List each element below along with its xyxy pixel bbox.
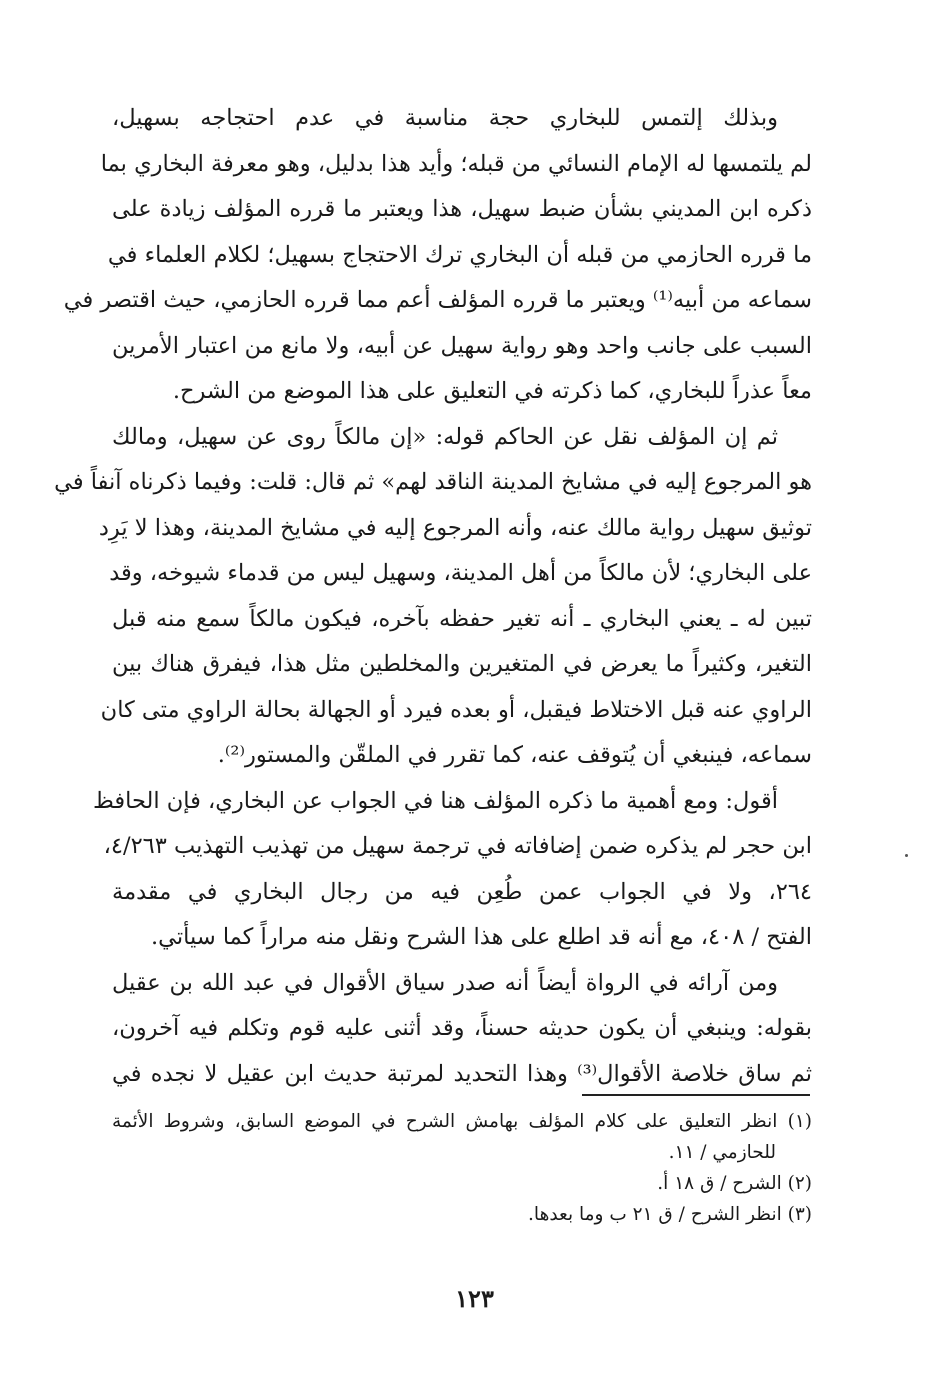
- footnote-divider: [582, 1094, 810, 1096]
- text-line: ذكره ابن المديني بشأن ضبط سهيل، هذا ويعتبر ما قرره المؤلف زيادة على: [112, 196, 812, 222]
- text-line: توثيق سهيل رواية مالك عنه، وأنه المرجوع إليه في مشايخ المدينة، وهذا لا يَرِد: [98, 514, 812, 541]
- text-line: بقوله: وينبغي أن يكون حديثه حسناً، وقد أثنى عليه قوم وتكلم فيه آخرون،: [112, 1015, 812, 1041]
- footnote-line: (٣) انظر الشرح / ق ٢١ ب وما بعدها.: [528, 1204, 812, 1225]
- text-line: ثم إن المؤلف نقل عن الحاكم قوله: «إن مالكاً روى عن سهيل، ومالك: [112, 423, 778, 450]
- text-line: ابن حجر لم يذكره ضمن إضافاته في ترجمة سهيل من تهذيب التهذيب ٤/٢٦٣،: [103, 833, 812, 859]
- text-line: على البخاري؛ لأن مالكاً من أهل المدينة، وسهيل ليس من قدماء شيوخه، وقد: [109, 560, 812, 586]
- text-line: وبذلك إلتمس للبخاري حجة مناسبة في عدم احتجاجه بسهيل،: [112, 105, 778, 131]
- text-line: هو المرجوع إليه في مشايخ المدينة الناقد لهم» ثم قال: قلت: وفيما ذكرناه آنفاً في: [54, 469, 812, 495]
- text-line: الراوي عنه قبل الاختلاط فيقبل، أو بعده فيرد أو الجهالة بحالة الراوي متى كان: [100, 696, 812, 723]
- text-line: لم يلتمسها له الإمام النسائي من قبله؛ وأيد هذا بدليل، وهو معرفة البخاري بما: [100, 150, 812, 177]
- text-line: تبين له ـ يعني البخاري ـ أنه تغير حفظه بآخره، فيكون مالكاً سمع منه قبل: [112, 605, 812, 632]
- text-line: ومن آرائه في الرواة أيضاً أنه صدر سياق الأقوال في عبد الله بن عقيل: [112, 969, 778, 996]
- footnotes: [112, 1106, 812, 1230]
- text-line: سماعه، فينبغي أن يُتوقف عنه، كما تقرر في الملقّن والمستور⁽²⁾.: [217, 742, 812, 768]
- footnote-line: (١) انظر التعليق على كلام المؤلف بهامش الشرح في الموضع السابق، وشروط الأئمة: [112, 1111, 812, 1132]
- margin-mark: [905, 854, 908, 857]
- footnote-line: (٢) الشرح / ق ١٨ أ.: [657, 1173, 812, 1194]
- text-line: ثم ساق خلاصة الأقوال⁽³⁾ وهذا التحديد لمرتبة حديث ابن عقيل لا نجده في: [112, 1060, 812, 1087]
- text-line: أقول: ومع أهمية ما ذكره المؤلف هنا في الجواب عن البخاري، فإن الحافظ: [93, 787, 778, 814]
- text-line: الفتح / ٤٠٨، مع أنه قد اطلع على هذا الشرح ونقل منه مراراً كما سيأتي.: [151, 924, 812, 950]
- main-text: [54, 96, 812, 1097]
- text-line: ما قرره الحازمي من قبله أن البخاري ترك الاحتجاج بسهيل؛ لكلام العلماء في: [107, 241, 812, 268]
- footnote-line: للحازمي / ١١.: [668, 1142, 776, 1163]
- text-line: سماعه من أبيه⁽¹⁾ ويعتبر ما قرره المؤلف أعم مما قرره الحازمي، حيث اقتصر في: [63, 287, 812, 313]
- text-line: السبب على جانب واحد وهو رواية سهيل عن أبيه، ولا مانع من اعتبار الأمرين: [112, 332, 812, 359]
- text-line: التغير، وكثيراً ما يعرض في المتغيرين والمخلطين مثل هذا، فيفرق هناك بين: [112, 651, 812, 677]
- page-number: ١٢٣: [455, 1284, 494, 1313]
- text-line: ٢٦٤، ولا في الجواب عمن طُعِن فيه من رجال البخاري في مقدمة: [112, 878, 812, 905]
- text-line: معاً عذراً للبخاري، كما ذكرته في التعليق على هذا الموضع من الشرح.: [172, 378, 812, 404]
